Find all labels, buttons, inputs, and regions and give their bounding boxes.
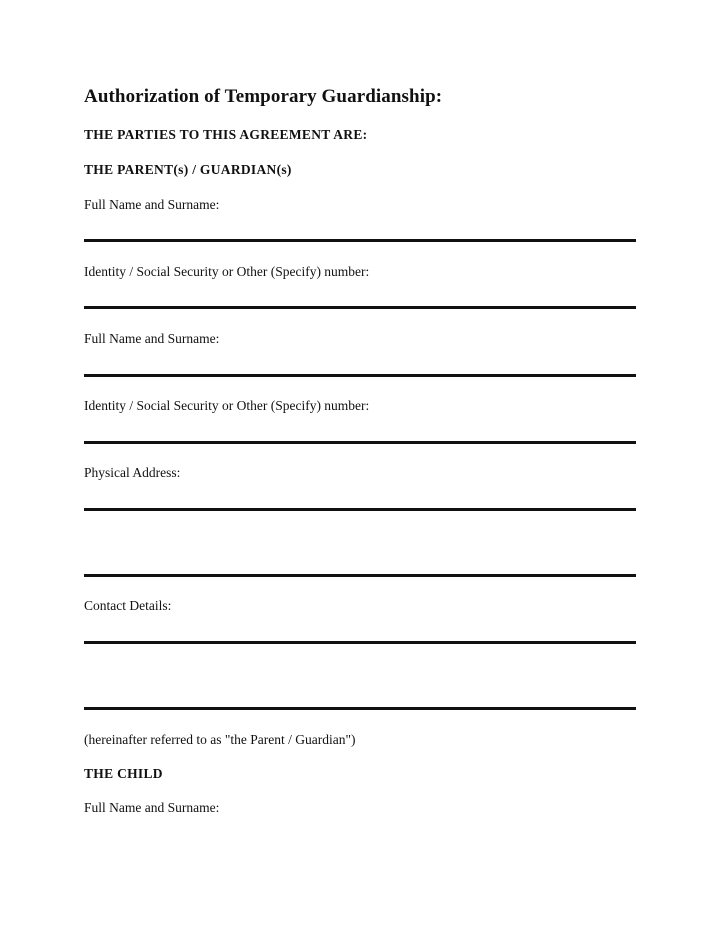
parent-full-name-line-1[interactable]	[84, 239, 636, 242]
parent-identity-line-2[interactable]	[84, 441, 636, 444]
physical-address-line-2[interactable]	[84, 574, 636, 577]
parties-heading: THE PARTIES TO THIS AGREEMENT ARE:	[84, 127, 368, 142]
physical-address-label: Physical Address:	[84, 465, 181, 480]
contact-details-line-2[interactable]	[84, 707, 636, 710]
contact-details-label: Contact Details:	[84, 598, 172, 613]
child-heading: THE CHILD	[84, 766, 163, 781]
parent-full-name-line-2[interactable]	[84, 374, 636, 377]
parent-full-name-label-1: Full Name and Surname:	[84, 197, 220, 212]
child-full-name-label: Full Name and Surname:	[84, 800, 220, 815]
parent-full-name-label-2: Full Name and Surname:	[84, 331, 220, 346]
parent-guardian-heading: THE PARENT(s) / GUARDIAN(s)	[84, 162, 292, 177]
parent-identity-line-1[interactable]	[84, 306, 636, 309]
parent-identity-label-2: Identity / Social Security or Other (Specify) number:	[84, 398, 370, 413]
contact-details-line-1[interactable]	[84, 641, 636, 644]
parent-guardian-note: (hereinafter referred to as "the Parent / Guardian")	[84, 732, 356, 747]
parent-identity-label-1: Identity / Social Security or Other (Specify) number:	[84, 264, 370, 279]
physical-address-line-1[interactable]	[84, 508, 636, 511]
document-title: Authorization of Temporary Guardianship:	[84, 86, 443, 107]
